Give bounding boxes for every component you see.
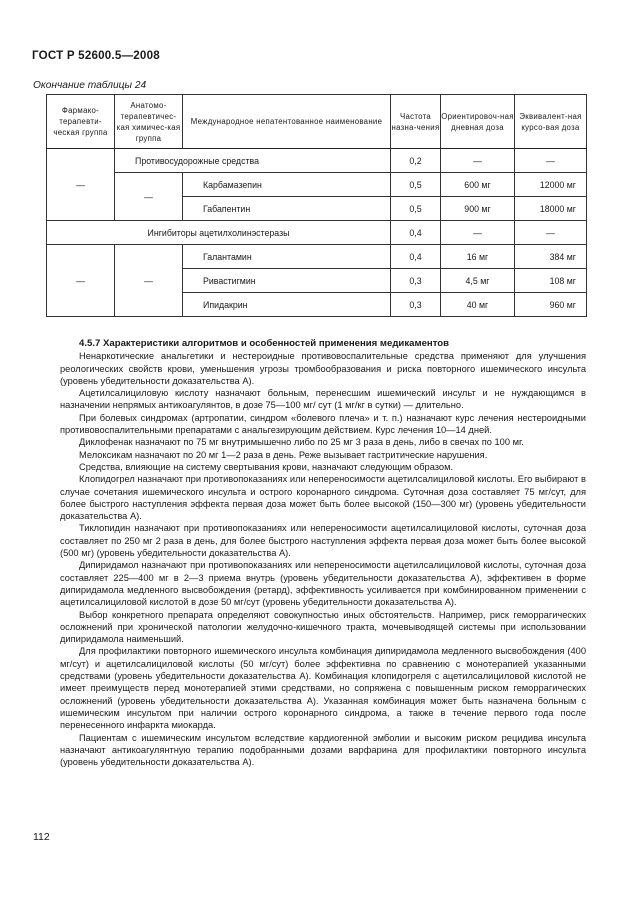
table-cell: 0,3 [391, 293, 441, 317]
table-cell: 960 мг [515, 293, 587, 317]
section-title: 4.5.7 Характеристики алгоритмов и особенностей применения медикаментов [79, 338, 450, 349]
drug-name: Карбамазепин [183, 173, 391, 197]
page-number: 112 [33, 831, 50, 843]
table-cell: 384 мг [515, 245, 587, 269]
section-body [60, 338, 586, 768]
drug-name: Галантамин [183, 245, 391, 269]
paragraph: При болевых синдромах (артропатии, синдром «болевого плеча» и т. п.) назначают курс лечения нестероидными противовоспалительными препаратами с анальгезирующим действием. Курс лечения 10—14 дней. [60, 412, 586, 436]
group-label: Ингибиторы ацетилхолинэстеразы [47, 221, 391, 245]
table-cell: — [47, 245, 115, 317]
table-cell: — [115, 245, 183, 317]
paragraph: Для профилактики повторного ишемического инсульта комбинация дипиридамола медленного высвобождения (400 мг/сут) и ацетилсалициловой кислоты (50 мг/сут) более эффективна по сравнению с монотерапией указанными средствами (уровень убедительности доказательства А). Комбинация клопидогреля с ацетилсалициловой кислотой не имеет преимуществ перед монотерапией этими средствами, но сопряжена с повышенным риском геморрагических осложнений (уровень убедительности доказательства А). Указанная комбинация может быть назначена больным с ишемическим инсультом при наличии острого коронарного синдрома, а также в течение первого года после перенесенного инфаркта миокарда. [60, 646, 586, 731]
table-cell: 900 мг [441, 197, 515, 221]
table-cell: — [47, 149, 115, 221]
table-cell: 0,3 [391, 269, 441, 293]
table-cell: 0,4 [391, 221, 441, 245]
table-caption: Окончание таблицы 24 [33, 80, 147, 91]
group-label: Противосудорожные средства [115, 149, 391, 173]
table-row [47, 173, 587, 197]
table-cell: — [515, 221, 587, 245]
drug-name: Габапентин [183, 197, 391, 221]
document-header: ГОСТ Р 52600.5—2008 [32, 49, 160, 62]
paragraph: Клопидогрел назначают при противопоказаниях или непереносимости ацетилсалициловой кислоты. Его выбирают в случае сочетания ишемического инсульта и острого коронарного синдрома. Суточная доза составляет 75 мг/сут, для более быстрого наступления эффекта первая доза может быть более высокой (150—300 мг) (уровень убедительности доказательства А). [60, 474, 586, 522]
table-cell: 12000 мг [515, 173, 587, 197]
table-cell: 0,4 [391, 245, 441, 269]
paragraph: Ацетилсалициловую кислоту назначают больным, перенесшим ишемический инсульт и не нуждающимся в назначении непрямых антикоагулянтов, в дозе 75—100 мг/ сут (1 мг/кг в сутки) — длительно. [60, 388, 586, 411]
column-header: Эквивалент-ная курсо-вая доза [515, 95, 587, 149]
table-cell: 16 мг [441, 245, 515, 269]
table-cell: — [515, 149, 587, 173]
table-cell: — [441, 149, 515, 173]
drug-table [46, 94, 587, 317]
paragraph: Тиклопидин назначают при противопоказаниях или непереносимости ацетилсалициловой кислоты, суточная доза составляет по 250 мг 2 раза в день, для более быстрого наступления эффекта первая доза может быть более высокой (500 мг) (уровень убедительности доказательства А). [60, 523, 586, 559]
paragraph: Пациентам с ишемическим инсультом вследствие кардиогенной эмболии и высоким риском рецидива инсульта назначают антикоагулянтную терапию подобранными дозами варфарина для профилактики повторного инсульта (уровень убедительности доказательства А). [60, 732, 586, 768]
column-header: Международное непатентованное наименование [183, 95, 391, 149]
column-header: Ориентировоч-ная дневная доза [441, 95, 515, 149]
drug-name: Ипидакрин [183, 293, 391, 317]
column-header: Частота назна-чения [391, 95, 441, 149]
table-cell: 600 мг [441, 173, 515, 197]
drug-name: Ривастигмин [183, 269, 391, 293]
table-cell: 0,5 [391, 173, 441, 197]
table-cell: 4,5 мг [441, 269, 515, 293]
table-row [47, 149, 587, 173]
paragraph: Диклофенак назначают по 75 мг внутримышечно либо по 25 мг 3 раза в день, либо в свечах по 100 мг. [79, 437, 524, 448]
paragraph: Мелоксикам назначают по 20 мг 1—2 раза в день. Реже вызывает гастритические нарушения. [79, 449, 488, 460]
paragraph: Ненаркотические анальгетики и нестероидные противовоспалительные средства применяют для улучшения реологических свойств крови, уменьшения угрозы тромбообразования и риска повторного ишемического инсульта (уровень убедительности доказательства А). [60, 351, 586, 386]
table-cell: — [441, 221, 515, 245]
table-cell: 108 мг [515, 269, 587, 293]
table-cell: 0,2 [391, 149, 441, 173]
paragraph: Дипиридамол назначают при противопоказаниях или непереносимости ацетилсалициловой кислоты, суточная доза составляет 225—400 мг в 2—3 приема внутрь (уровень убедительности доказательства А), эффективен в форме дипиридамола медленного высвобождения (ретард), эффективность усиливается при комбинированном применении с ацетилсалициловой кислотой в дозе 50 мг/сут (уровень убедительности доказательства А). [60, 560, 586, 608]
table-cell: 18000 мг [515, 197, 587, 221]
table-row [47, 245, 587, 269]
table-cell: 0,5 [391, 197, 441, 221]
column-header: Фармако-терапевти-ческая группа [47, 95, 115, 149]
table-cell: 40 мг [441, 293, 515, 317]
table-header-row [47, 95, 587, 149]
paragraph: Средства, влияющие на систему свертывания крови, назначают следующим образом. [79, 461, 454, 472]
column-header: Анатомо-терапевтичес-кая химичес-кая группа [115, 95, 183, 149]
table-row [47, 221, 587, 245]
table-cell: — [115, 173, 183, 221]
paragraph: Выбор конкретного препарата определяют совокупностью иных обстоятельств. Например, риск геморрагических осложнений при хронической патологии желудочно-кишечного тракта, мочевыводящей системы при использовании дипиридамола наименьший. [60, 609, 586, 645]
